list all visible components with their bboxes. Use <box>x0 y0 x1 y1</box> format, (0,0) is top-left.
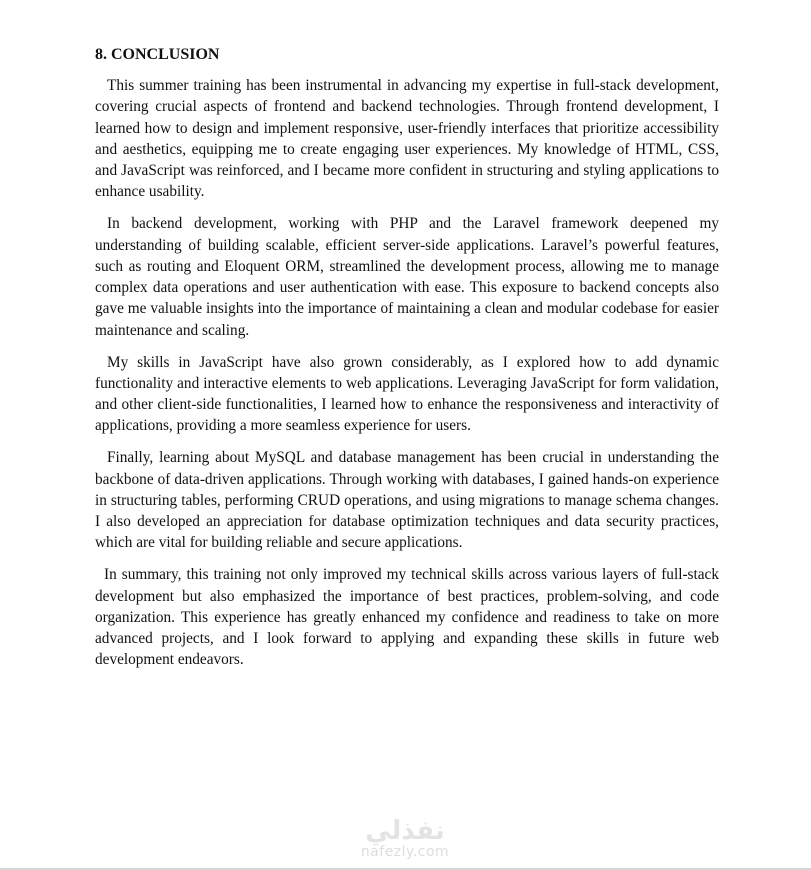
paragraph-javascript: My skills in JavaScript have also grown considerably, as I explored how to add dynamic functionality and interactive elements to web applications. Leveraging JavaScript for form validation, and other client-side functionalities, I learned how to enhance the responsiveness and interactivity of applications, providing a more seamless experience for users. <box>95 353 719 435</box>
document-page <box>95 44 719 681</box>
watermark-domain-text: nafezly.com <box>360 844 450 860</box>
paragraph-summary: In summary, this training not only improved my technical skills across various layers of full-stack development but also emphasized the importance of best practices, problem-solving, and code organization. This experience has greatly enhanced my confidence and readiness to take on more advanced projects, and I look forward to applying and expanding these skills in future web development endeavors. <box>95 566 719 669</box>
paragraph-intro: This summer training has been instrumental in advancing my expertise in full-stack development, covering crucial aspects of frontend and backend technologies. Through frontend development, I learned how to design and implement responsive, user-friendly interfaces that prioritize accessibility and aesthetics, equipping me to create engaging user experiences. My knowledge of HTML, CSS, and JavaScript was reinforced, and I became more confident in structuring and styling applications to enhance usability. <box>95 77 719 201</box>
paragraph-backend: In backend development, working with PHP and the Laravel framework deepened my understanding of building scalable, efficient server-side applications. Laravel’s powerful features, such as routing and Eloquent ORM, streamlined the development process, allowing me to manage complex data operations and user authentication with ease. This exposure to backend concepts also gave me valuable insights into the importance of maintaining a clean and modular codebase for easier maintenance and scaling. <box>95 215 719 339</box>
watermark-arabic-text: نفذلي <box>365 816 445 846</box>
paragraph-mysql: Finally, learning about MySQL and database management has been crucial in understanding the backbone of data-driven applications. Through working with databases, I gained hands-on experience in structuring tables, performing CRUD operations, and using migrations to manage schema changes. I also developed an appreciation for database optimization techniques and data security practices, which are vital for building reliable and secure applications. <box>95 449 719 552</box>
watermark-logo <box>355 818 455 860</box>
section-heading: 8. CONCLUSION <box>95 46 220 63</box>
